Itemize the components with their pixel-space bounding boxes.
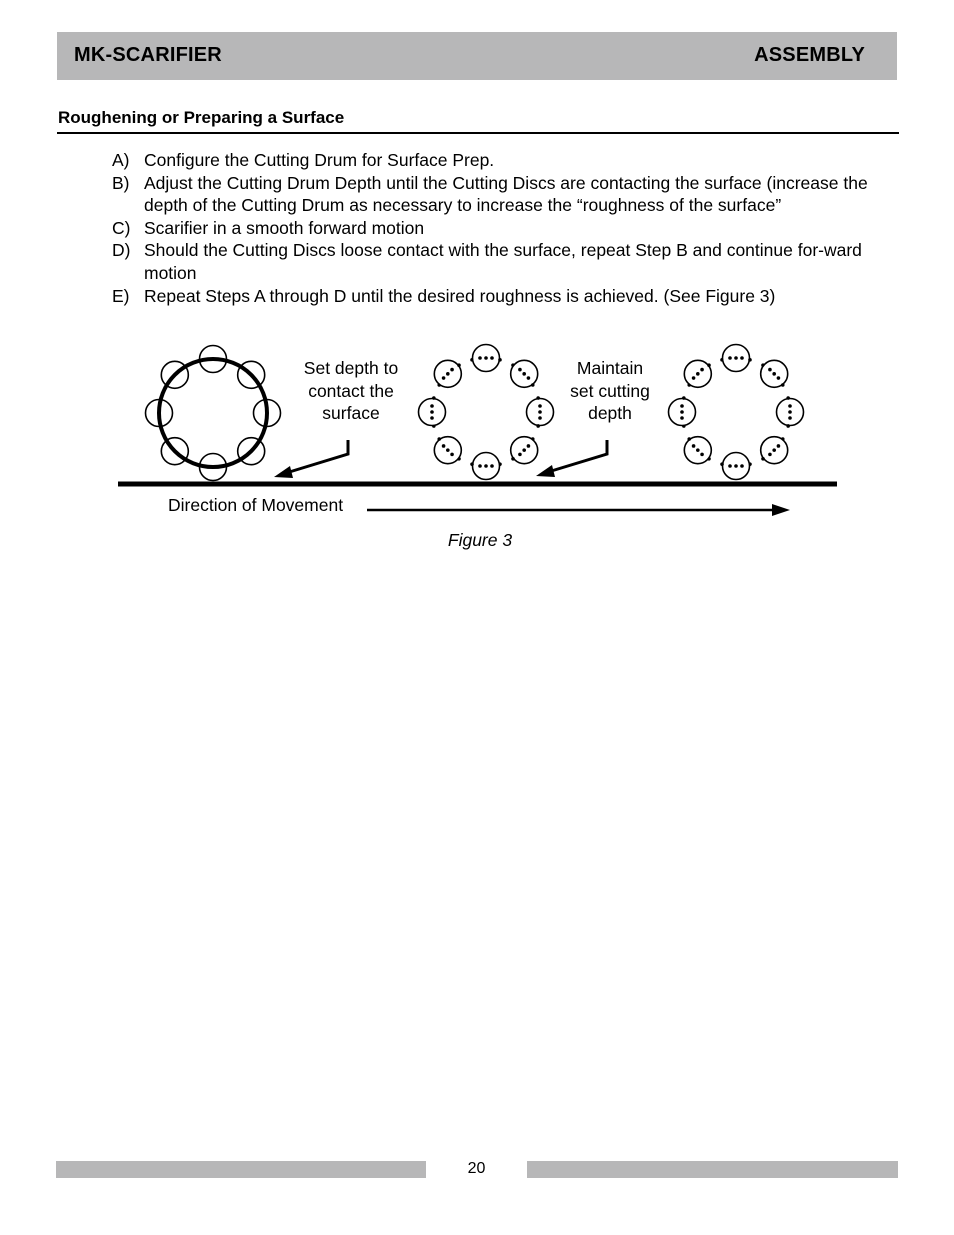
disc-dot [728,356,732,360]
disc-dot [446,372,450,376]
disc-dot [696,372,700,376]
step-text: Configure the Cutting Drum for Surface Prep. [144,150,495,170]
label-maintain-depth: Maintain set cutting depth [570,358,650,423]
figure-caption: Figure 3 [447,530,513,550]
drum-cutting-1 [419,345,554,480]
disc-dot [430,416,434,420]
disc-dot [740,464,744,468]
disc-dot [430,404,434,408]
disc-dot [450,453,454,457]
disc-dot [777,444,781,448]
arrowhead-maintain [536,465,555,477]
disc-dot [484,356,488,360]
section-title: Roughening or Preparing a Surface [58,108,345,127]
disc-dot [522,372,526,376]
disc-dot [692,444,696,448]
disc-dot [700,368,704,372]
disc-dot [772,372,776,376]
step-letter: B) [112,172,130,193]
disc-dot [518,453,522,457]
drum-dot [682,396,686,400]
disc-dot [772,448,776,452]
drum-dot [720,462,724,466]
disc-dot [768,368,772,372]
drum-dot [786,424,790,428]
drum-initial [146,346,281,481]
step-item [112,239,902,284]
disc-dot [696,448,700,452]
drum-cutting-2 [669,345,804,480]
step-item [112,149,902,172]
disc-dot [527,444,531,448]
drum-dot [536,424,540,428]
disc-dot [768,453,772,457]
drum-dot [470,462,474,466]
disc-dot [692,376,696,380]
drum-dot [781,383,785,387]
page-number: 20 [467,1160,486,1177]
leader-line-set-depth [286,440,348,473]
product-title: MK-SCARIFIER [74,44,222,66]
drum-dot [511,457,515,461]
disc-dot [522,448,526,452]
disc-dot [788,404,792,408]
drum-dot [498,358,502,362]
disc-dot [484,464,488,468]
step-item [112,172,902,217]
disc-dot [680,416,684,420]
disc-dot [478,464,482,468]
disc-dot [442,376,446,380]
disc-dot [430,410,434,414]
disc-dot [680,410,684,414]
section-header-title: ASSEMBLY [754,44,865,66]
arrowhead-set-depth [274,466,293,478]
drum-dot [432,396,436,400]
step-text: Should the Cutting Discs loose contact with the surface, repeat Step B and continue for-ward motion [144,240,862,283]
drum-dot [786,396,790,400]
disc-dot [490,356,494,360]
disc-dot [538,404,542,408]
disc-dot [538,416,542,420]
drum-dot [531,383,535,387]
drum-dot [748,358,752,362]
direction-arrow-head [772,504,790,516]
step-text: Adjust the Cutting Drum Depth until the Cutting Discs are contacting the surface (increase the depth of the Cutting Drum as necessary to increase the “roughness of the surface” [144,172,868,216]
disc-dot [700,453,704,457]
step-letter: D) [112,240,131,261]
disc-dot [490,464,494,468]
step-item [112,285,902,308]
step-letter: C) [112,217,131,238]
footer-bar-right [527,1161,898,1178]
disc-dot [446,448,450,452]
step-letter: A) [112,150,130,170]
drum-dot [761,457,765,461]
disc-dot [734,356,738,360]
disc-dot [788,410,792,414]
disc-dot [788,416,792,420]
drum-dot [707,363,711,367]
steps-list [112,149,902,307]
disc-dot [777,376,781,380]
footer-bar-left [56,1161,426,1178]
header-bar [57,32,897,80]
figure-3 [0,330,954,530]
drum-outline [159,359,267,467]
drum-dot [437,437,441,441]
disc-dot [680,404,684,408]
drum-dot [457,363,461,367]
step-text: Scarifier in a smooth forward motion [144,217,425,238]
label-set-depth: Set depth to contact the surface [303,358,399,423]
leader-line-maintain [548,440,607,472]
step-text: Repeat Steps A through D until the desired roughness is achieved. (See Figure 3) [144,285,776,306]
disc-dot [518,368,522,372]
drum-dot [536,396,540,400]
disc-dot [442,444,446,448]
disc-dot [734,464,738,468]
disc-dot [728,464,732,468]
step-item [112,217,902,240]
disc-dot [538,410,542,414]
section-divider [57,132,899,134]
step-letter: E) [112,285,130,306]
direction-label: Direction of Movement [168,495,344,515]
disc-dot [527,376,531,380]
disc-dot [478,356,482,360]
disc-dot [740,356,744,360]
cutting-drum-diagram [0,330,954,530]
disc-dot [450,368,454,372]
drum-dot [687,437,691,441]
